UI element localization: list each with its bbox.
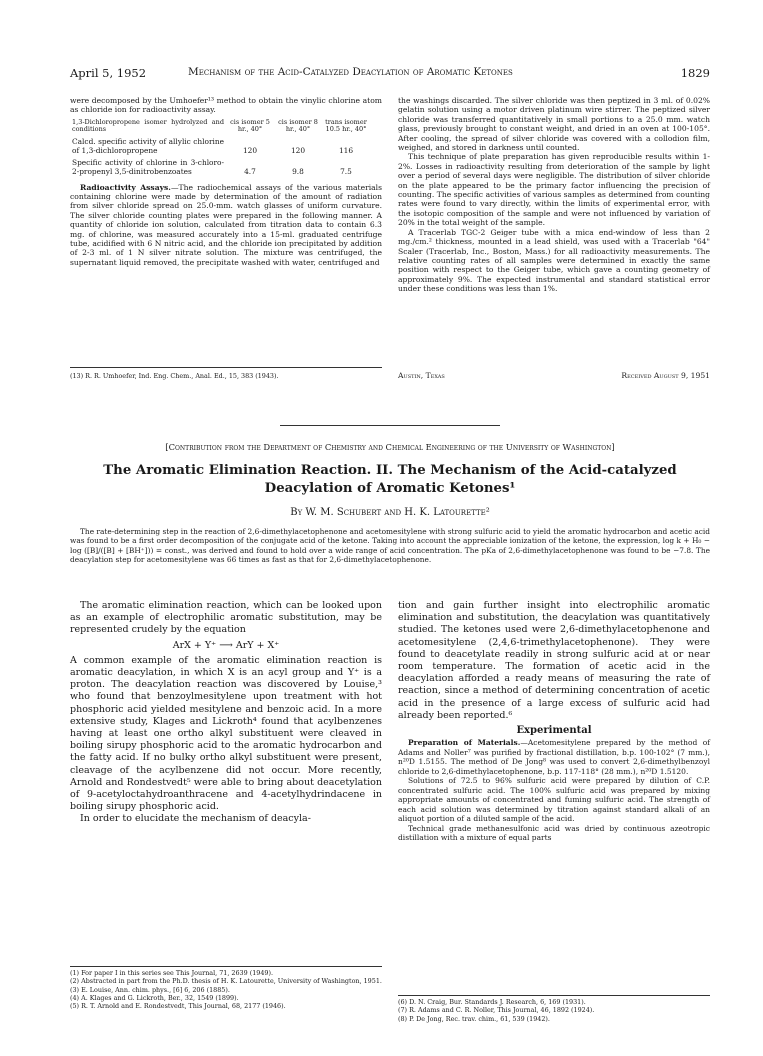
article-title — [70, 462, 710, 498]
footnote-7: (7) R. Adams and C. R. Noller, This Journal, 46, 1892 (1924). — [398, 1006, 595, 1015]
body-paragraph-3: In order to elucidate the mechanism of deacyla- — [80, 813, 311, 825]
page-number: 1829 — [680, 66, 710, 80]
top-left-column — [70, 96, 382, 267]
footnotes-right — [398, 998, 710, 1023]
experimental-text — [398, 738, 710, 843]
prep-heading: Preparation of Materials. — [408, 738, 521, 748]
location: Austin, Texas — [398, 371, 445, 380]
table-col-2: cis isomer 8 hr., 40° — [278, 117, 318, 134]
body-paragraph-1: The aromatic elimination reaction, which can be looked upon as an example of electrophilic aromatic substitution, may be represented crudely by the equation — [70, 600, 382, 636]
isomer-table — [70, 119, 370, 177]
footnote-divider — [70, 966, 382, 967]
table-col-3: trans isomer 10.5 hr., 40° — [325, 117, 367, 134]
table-cell: 4.7 — [244, 167, 256, 177]
footnote-1: (1) For paper I in this series see This Journal, 71, 2639 (1949). — [70, 969, 273, 977]
footnote-5: (5) R. T. Arnold and E. Rondestvedt, This Journal, 68, 2177 (1946). — [70, 1002, 286, 1011]
title-line-2: Deacylation of Aromatic Ketones¹ — [264, 481, 516, 496]
table-row-2-label: Specific activity of chlorine in 3-chloro-2-propenyl 3,5-dinitrobenzoates — [72, 157, 224, 177]
methanesulfonic-paragraph: Technical grade methanesulfonic acid was dried by continuous azeotropic distillation with a mixture of equal parts — [398, 823, 710, 843]
footnote-divider — [398, 995, 710, 996]
body-paragraph-2: A common example of the aromatic elimination reaction is aromatic deacylation, in which X is an acyl group and Y⁺ is a proton. The deacylation reaction was discovered by Louise,³ who found that benzoylmesitylene upon treatment with hot phosphoric acid yielded mesitylene and benzoic acid. In a more extensive study, Klages and Lickroth⁴ found that acylbenzenes having at least one ortho alkyl substituent were cleaved in boiling sirupy phosphoric acid to the aromatic hydrocarbon and the fatty acid. If no bulky ortho alkyl substituent were present, cleavage of the acylbenzene did not occur. More recently, Arnold and Rondestvedt⁵ were able to bring about deacetylation of 9-acetyloctahydroanthracene and 4-acetylhydrindacene in boiling sirupy phosphoric acid. — [70, 654, 382, 813]
body-right-column — [398, 600, 710, 843]
footnote-2: (2) Abstracted in part from the Ph.D. thesis of H. K. Latourette, University of Washington, 1951. — [70, 977, 382, 986]
top-right-column — [398, 96, 710, 294]
footnote-6: (6) D. N. Craig, Bur. Standards J. Research, 6, 169 (1931). — [398, 998, 586, 1006]
received-date: Received August 9, 1951 — [621, 371, 710, 380]
header-title: Mechanism of the Acid-Catalyzed Deacylation of Aromatic Ketones — [188, 66, 513, 78]
body-left-column — [70, 600, 382, 826]
section-divider — [280, 425, 500, 426]
authors: By W. M. Schubert and H. K. Latourette² — [290, 507, 490, 518]
contribution-line: [Contribution from the Department of Chemistry and Chemical Engineering of the University of Washington] — [165, 442, 615, 452]
table-cell: 116 — [338, 146, 354, 156]
footnote-3: (3) E. Louise, Ann. chim. phys., [6] 6, 206 (1885). — [70, 985, 230, 994]
footnotes-left — [70, 969, 382, 1010]
section-heading-experimental: Experimental — [516, 725, 592, 737]
footnote-4: (4) A. Klages and G. Lickroth, Ber., 32, 1549 (1899). — [70, 993, 239, 1002]
technique-paragraph: This technique of plate preparation has given reproducible results within 1-2%. Losses in radioactivity resulting from deterioration of the sample by light over a period of several days were negligible. The distribution of silver chloride on the plate appeared to be the primary factor influencing the precision of counting. The specific activities of various samples as determined from counting rates were found to vary directly, within the limits of experimental error, with the isotopic composition of the sample and were not influenced by variation of 20% in the total weight of the sample. — [398, 152, 710, 228]
table-col-1: cis isomer 5 hr., 40° — [230, 117, 270, 134]
footnote-divider — [70, 367, 382, 368]
table-cell: 9.8 — [292, 167, 304, 177]
running-header — [70, 66, 710, 82]
intro-text: were decomposed by the Umhoefer¹³ method to obtain the vinylic chlorine atom as chloride ion for radioactivity assay. — [70, 96, 382, 115]
table-row-1-label: Calcd. specific activity of allylic chlorine of 1,3-dichloropropene — [72, 137, 224, 156]
table-header-label: 1,3-Dichloropropene isomer hydrolyzed and conditions — [72, 117, 224, 134]
solutions-paragraph: Solutions of 72.5 to 96% sulfuric acid were prepared by dilution of C.P. concentrated sulfuric acid. The 100% sulfuric acid was prepared by mixing appropriate amounts of concentrated and fuming sulfuric acid. The strength of each acid solution was determined by titration against standard alkali of an aliquot portion of a diluted sample of the acid. — [398, 776, 710, 824]
abstract: The rate-determining step in the reaction of 2,6-dimethylacetophenone and acetomesitylene with strong sulfuric acid to yield the aromatic hydrocarbon and acetic acid was found to be a first order decomposition of the conjugate acid of the ketone. Taking into account the appreciable ionization of the ketone, the expression, log k + H₀ − log ([B]/([B] + [BH⁺])) = const., was derived and found to hold over a wide range of acid concentration. The pKa of 2,6-dimethylacetophenone was found to be −7.8. The deacylation step for acetomesitylene was 66 times as fast as that for 2,6-dimethylacetophenone. — [70, 527, 710, 565]
washings-paragraph: the washings discarded. The silver chloride was then peptized in 3 ml. of 0.02% gelatin solution using a motor driven platinum wire stirrer. The peptized silver chloride was transferred quantitatively in small portions to a 25.0 mm. watch glass, previously brought to constant weight, and dried in an oven at 100-105°. After cooling, the spread of silver chloride was covered with a collodion film, weighed, and stored in darkness until counted. — [398, 96, 710, 153]
footnote-8: (8) P. De Jong, Rec. trav. chim., 61, 539 (1942). — [398, 1014, 550, 1023]
body-right-paragraph-1: tion and gain further insight into electrophilic aromatic elimination and substitution, the deacylation was quantitatively studied. The ketones used were 2,6-dimethylacetophenone and acetomesitylene (2,4,6-trimethylacetophenone). They were found to deacetylate readily in strong sulfuric acid at or near room temperature. The formation of acetic acid in the deacylation afforded a ready means of measuring the rate of reaction, since a method of determining concentration of acetic acid in the presence of a large excess of sulfuric acid had already been reported.⁶ — [398, 600, 710, 721]
radioactivity-text: —The radiochemical assays of the various materials containing chlorine were made by determination of the amount of radiation from silver chloride spread on 25.0-mm. watch glasses of uniform curvature. The silver chloride counting plates were prepared in the following manner. A quantity of chloride ion solution, calculated from titration data to contain 6.3 mg. of chlorine, was measured accurately into a 15-ml. graduated centrifuge tube, acidified with 6 N nitric acid, and the chloride ion precipitated by addition of 2-3 ml. of 1 N silver nitrate solution. The mixture was centrifuged, the supernatant liquid removed, the precipitate washed with water, centrifuged and — [70, 182, 383, 267]
prep-paragraph — [398, 738, 710, 776]
radioactivity-heading: Radioactivity Assays. — [80, 182, 171, 192]
prep-text: —Acetomesitylene prepared by the method of Adams and Noller⁷ was purified by fractional distillation, b.p. 100-102° (7 mm.), n²⁰D 1.5155. The method of De Jong⁸ was used to convert 2,6-dimethylbenzoyl chloride to 2,6-dimethylacetophenone, b.p. 117-118° (28 mm.), n²⁰D 1.5120. — [398, 738, 710, 776]
footnote-13: (13) R. R. Umhoefer, Ind. Eng. Chem., Anal. Ed., 15, 383 (1943). — [70, 372, 279, 380]
equation: ArX + Y⁺ ⟶ ArY + X⁺ — [172, 639, 280, 651]
signature-line — [398, 371, 710, 383]
tracerlab-paragraph: A Tracerlab TGC-2 Geiger tube with a mica end-window of less than 2 mg./cm.² thickness, mounted in a lead shield, was used with a Tracerlab "64" Scaler (Tracerlab, Inc., Boston, Mass.) for all radioactivity measurements. The relative counting rates of all samples were determined in exactly the same position with respect to the Geiger tube, which gave a counting geometry of approximately 9%. The expected instrumental and standard statistical error under these conditions was less than 1%. — [398, 227, 710, 294]
header-date: April 5, 1952 — [70, 66, 147, 80]
title-line-1: The Aromatic Elimination Reaction. II. The Mechanism of the Acid-catalyzed — [103, 463, 677, 478]
table-cell: 120 — [290, 146, 306, 156]
table-cell: 7.5 — [340, 167, 352, 177]
table-cell: 120 — [242, 146, 258, 156]
radioactivity-paragraph — [70, 183, 382, 268]
